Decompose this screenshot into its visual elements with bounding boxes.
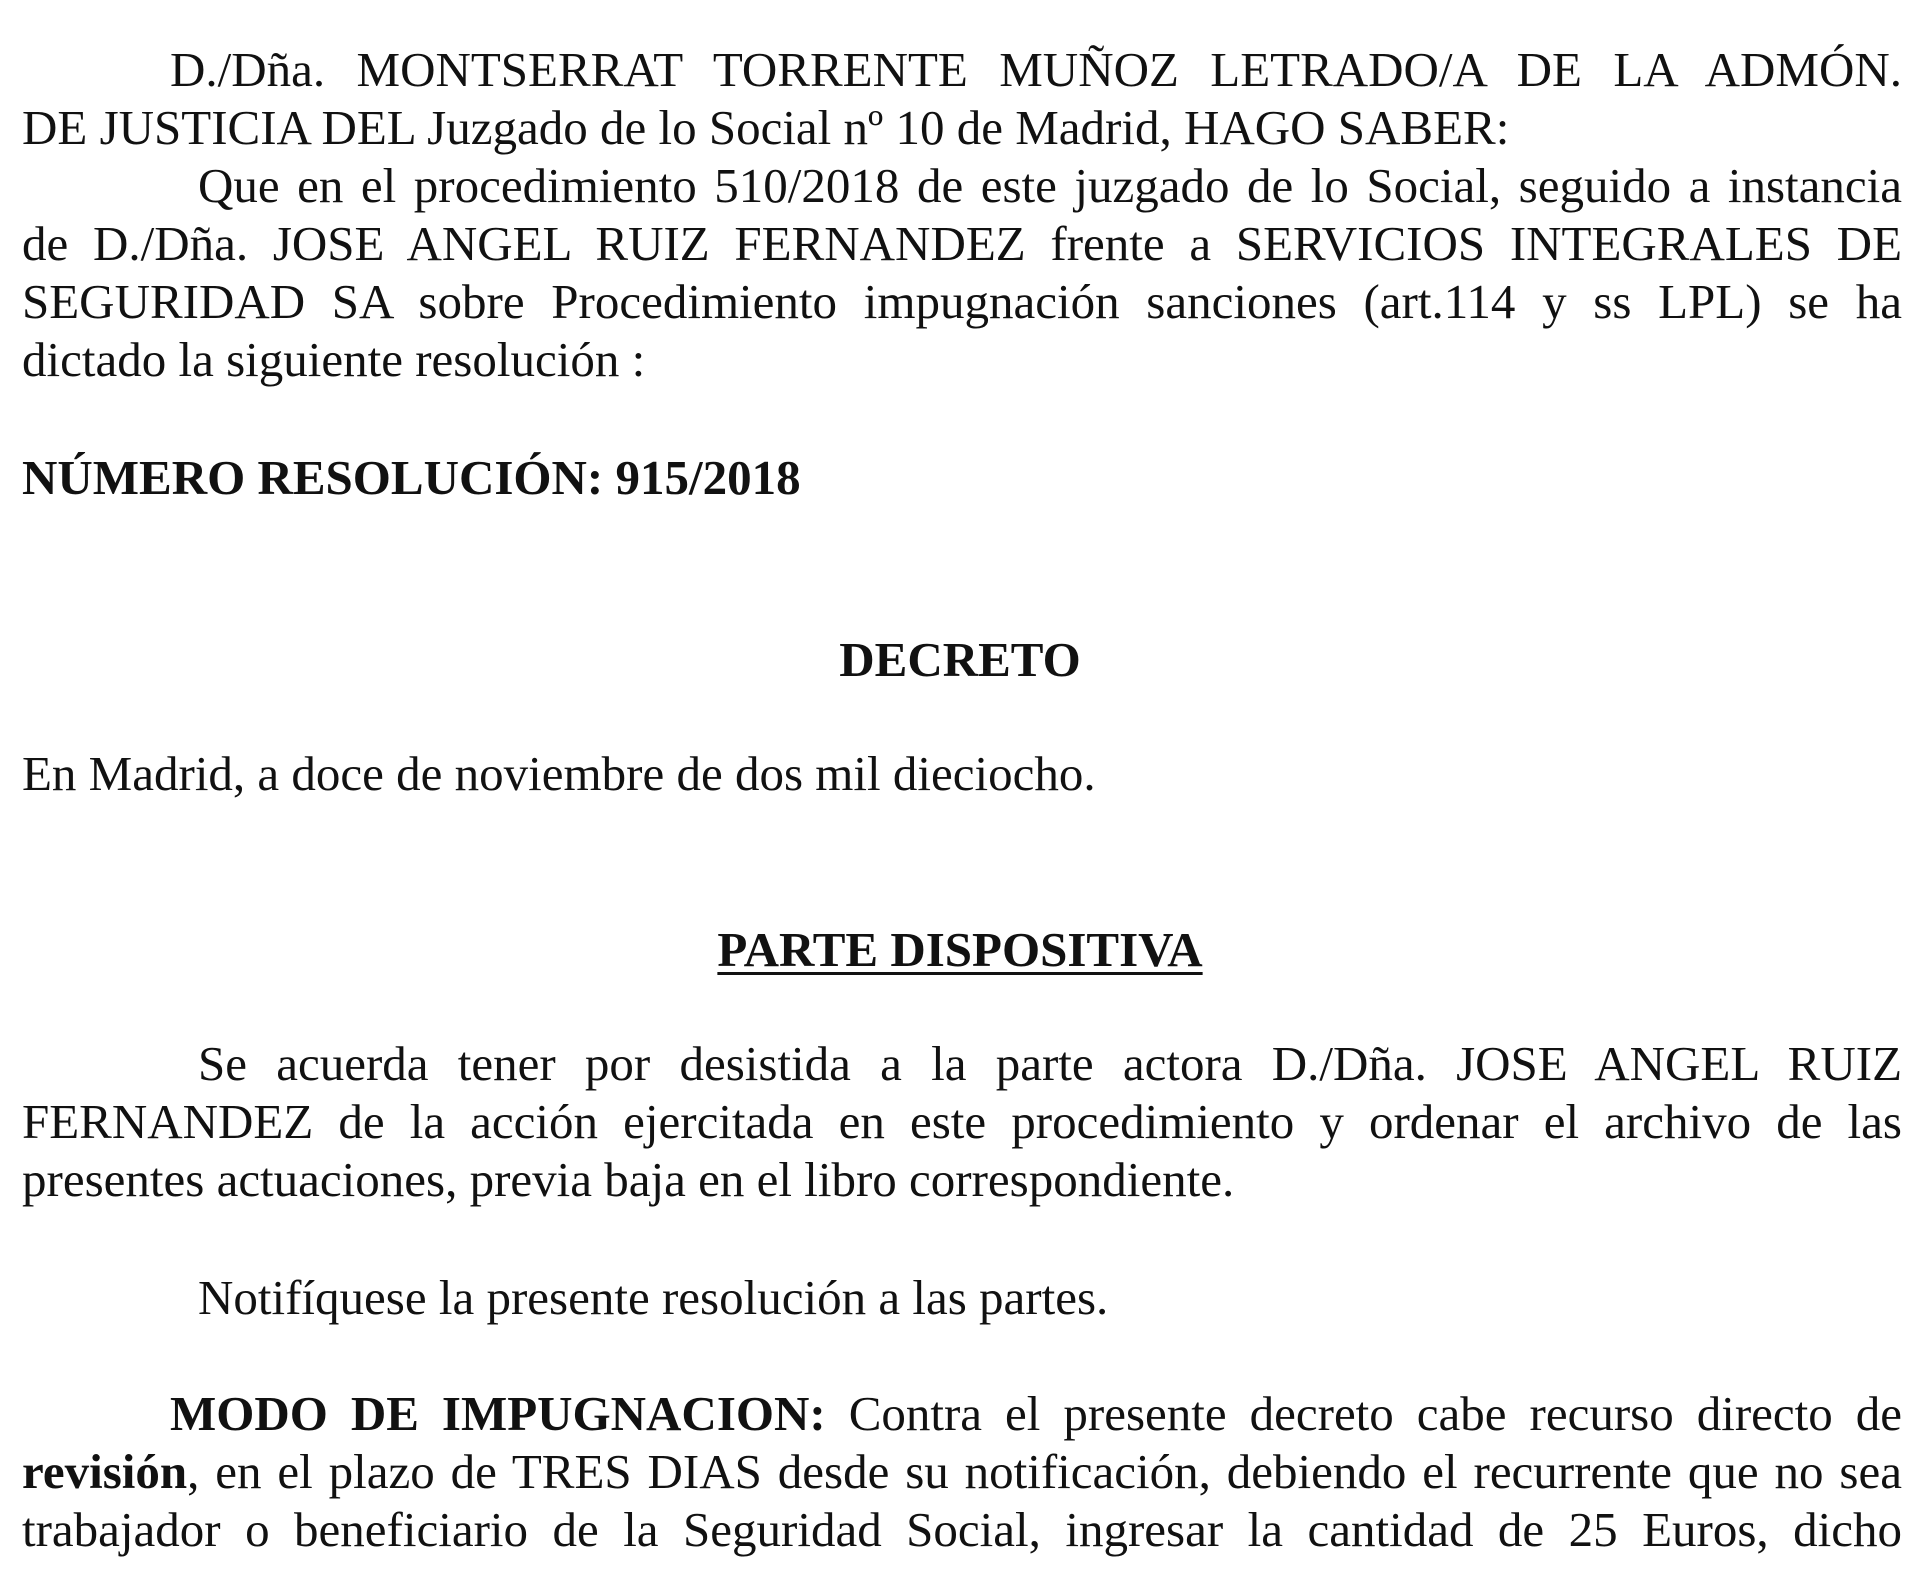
challenge-line-3: trabajador o beneficiario de la Seguridad Social, ingresar la cantidad de 25 Euros, dicho	[22, 1502, 1902, 1557]
dispositive-line-1: Se acuerda tener por desistida a la parte actora D./Dña. JOSE ANGEL RUIZ	[198, 1036, 1902, 1091]
intro-line-2: DE JUSTICIA DEL Juzgado de lo Social nº 10 de Madrid, HAGO SABER:	[22, 100, 1510, 155]
challenge-line-2	[22, 1442, 1902, 1502]
notify-line: Notifíquese la presente resolución a las partes.	[198, 1270, 1109, 1325]
procedure-line-4: dictado la siguiente resolución :	[22, 332, 646, 387]
decree-title: DECRETO	[839, 632, 1081, 687]
dispositive-line-2: FERNANDEZ de la acción ejercitada en este procedimiento y ordenar el archivo de las	[22, 1094, 1902, 1149]
challenge-line-1-rest: Contra el presente decreto cabe recurso directo de	[825, 1386, 1902, 1441]
challenge-line-1	[170, 1384, 1902, 1444]
dispositive-line-3: presentes actuaciones, previa baja en el libro correspondiente.	[22, 1152, 1235, 1207]
dispositive-title-wrap	[0, 920, 1920, 980]
intro-line-1: D./Dña. MONTSERRAT TORRENTE MUÑOZ LETRADO/A DE LA ADMÓN.	[170, 42, 1902, 97]
procedure-line-1: Que en el procedimiento 510/2018 de este juzgado de lo Social, seguido a instancia	[198, 158, 1902, 213]
resolution-number: NÚMERO RESOLUCIÓN: 915/2018	[22, 450, 801, 505]
dispositive-title: PARTE DISPOSITIVA	[717, 922, 1203, 977]
date-line: En Madrid, a doce de noviembre de dos mil dieciocho.	[22, 746, 1096, 801]
challenge-heading: MODO DE IMPUGNACION:	[170, 1386, 826, 1441]
challenge-revision: revisión	[22, 1444, 188, 1499]
challenge-line-2-rest: , en el plazo de TRES DIAS desde su notificación, debiendo el recurrente que no sea	[187, 1444, 1902, 1499]
procedure-line-3: SEGURIDAD SA sobre Procedimiento impugnación sanciones (art.114 y ss LPL) se ha	[22, 274, 1902, 329]
procedure-line-2: de D./Dña. JOSE ANGEL RUIZ FERNANDEZ frente a SERVICIOS INTEGRALES DE	[22, 216, 1902, 271]
